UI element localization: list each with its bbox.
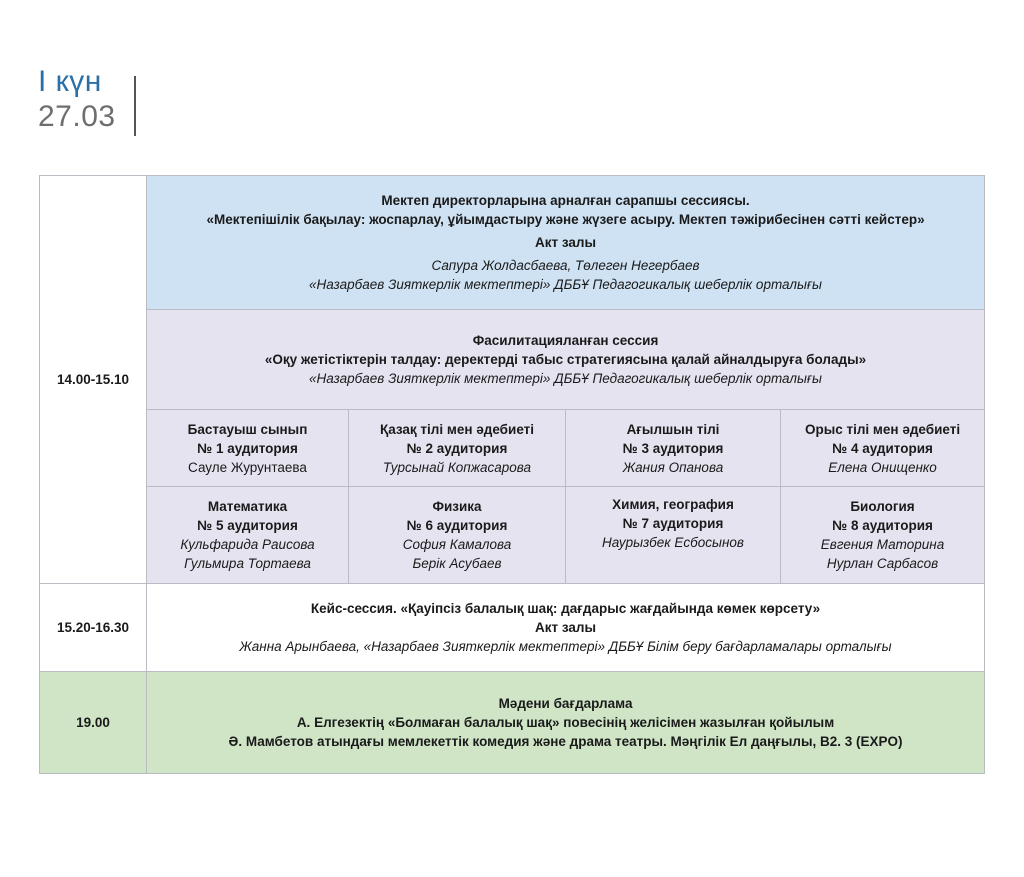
room-speaker: Турсынай Копжасарова [382, 459, 532, 475]
session-title: Фасилитацияланған сессия [472, 333, 659, 348]
session-title: Кейс-сессия. «Қауіпсіз балалық шақ: дағдарыс жағдайында көмек көрсету» [310, 601, 821, 616]
rooms-row [40, 410, 985, 487]
room-cell [349, 487, 566, 584]
day-date: 27.03 [38, 100, 116, 133]
room-number: № 8 аудитория [832, 518, 933, 533]
room-speaker: Елена Онищенко [828, 459, 937, 475]
room-subject: Химия, география [612, 497, 734, 512]
room-cell [147, 410, 349, 487]
room-subject: Орыс тілі мен әдебиеті [804, 421, 961, 437]
theatre-location: Ә. Мамбетов атындағы мемлекеттік комедия және драма театры. Мәңгілік Ел даңғылы, В2. 3 (EXPO) [228, 734, 903, 749]
room-speaker: София Камалова [402, 537, 512, 552]
room-number: № 2 аудитория [406, 440, 508, 456]
session-title: Мәдени бағдарлама [498, 696, 633, 711]
session-subtitle: «Оқу жетістіктерін талдау: деректерді табыс стратегиясына қалай айналдыруға болады» [264, 352, 867, 367]
room-cell [349, 410, 566, 487]
room-subject: Биология [850, 499, 915, 514]
header-divider [134, 76, 136, 136]
time-slot: 14.00-15.10 [40, 176, 147, 584]
session-title: Мектеп директорларына арналған сарапшы сессиясы. [381, 193, 750, 208]
room-number: № 4 аудитория [832, 440, 933, 456]
room-subject: Ағылшын тілі [626, 421, 720, 437]
expert-session-cell [147, 176, 985, 310]
session-row [40, 310, 985, 410]
session-venue: Акт залы [535, 235, 597, 250]
room-number: № 5 аудитория [197, 518, 298, 533]
session-row [40, 672, 985, 774]
room-speaker: Гульмира Тортаева [184, 556, 311, 571]
time-slot: 15.20-16.30 [40, 584, 147, 672]
room-number: № 1 аудитория [197, 440, 298, 456]
cultural-program-cell [147, 672, 985, 774]
room-number: № 6 аудитория [406, 518, 508, 533]
day-title: I күн [38, 65, 102, 98]
room-number: № 7 аудитория [622, 516, 724, 531]
room-cell [147, 487, 349, 584]
room-speaker: Наурызбек Есбосынов [602, 535, 744, 550]
session-venue: Акт залы [535, 620, 597, 635]
room-subject: Бастауыш сынып [187, 421, 308, 437]
rooms-row [40, 487, 985, 584]
session-row [40, 584, 985, 672]
time-slot: 19.00 [40, 672, 147, 774]
room-cell [781, 487, 985, 584]
room-cell [781, 410, 985, 487]
room-speaker: Евгения Маторина [820, 537, 945, 552]
session-org: «Назарбаев Зияткерлік мектептері» ДББҰ Педагогикалық шеберлік орталығы [309, 277, 822, 292]
session-org: «Назарбаев Зияткерлік мектептері» ДББҰ Педагогикалық шеберлік орталығы [309, 371, 822, 386]
performance-line: А. Елгезектің «Болмаған балалық шақ» повесінің желісімен жазылған қойылым [296, 715, 835, 730]
case-session-cell [147, 584, 985, 672]
session-subtitle: «Мектепішілік бақылау: жоспарлау, ұйымдастыру және жүзеге асыру. Мектеп тәжірибесінен сәтті кейстер» [206, 212, 925, 227]
room-speaker: Берік Асубаев [412, 556, 502, 571]
room-speaker: Сауле Журунтаева [188, 459, 307, 475]
room-speaker: Жания Опанова [622, 459, 724, 475]
session-speakers: Жанна Арынбаева, «Назарбаев Зияткерлік мектептері» ДББҰ Білім беру бағдарламалары орталығы [239, 639, 892, 654]
room-speaker: Нурлан Сарбасов [826, 556, 939, 571]
room-subject: Қазақ тілі мен әдебиеті [379, 421, 535, 437]
room-speaker: Кульфарида Раисова [180, 537, 315, 552]
schedule-table [39, 175, 985, 774]
room-cell [566, 410, 781, 487]
room-subject: Математика [207, 499, 288, 514]
session-row [40, 176, 985, 310]
session-speakers: Сапура Жолдасбаева, Төлеген Негербаев [431, 258, 700, 273]
room-number: № 3 аудитория [622, 440, 724, 456]
facilitated-session-cell [147, 310, 985, 410]
day-header [38, 66, 116, 134]
room-cell [566, 487, 781, 584]
room-subject: Физика [432, 499, 482, 514]
